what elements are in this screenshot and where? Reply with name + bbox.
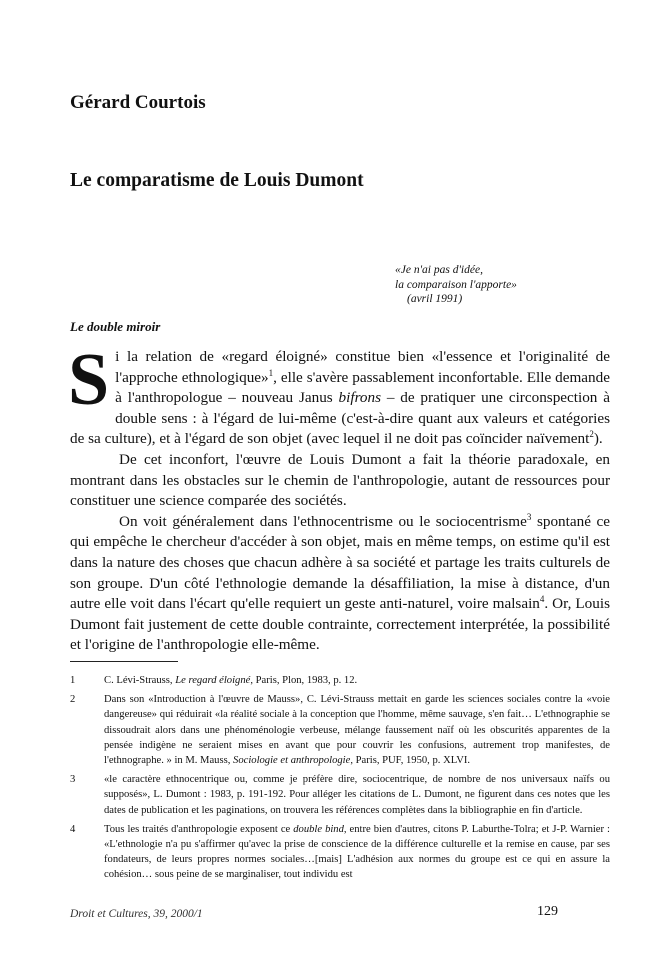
footnote-text: Tous les traités d'anthropologie exposent ce double bind, entre bien d'autres, citons P. Laburthe-Tolra; et J-P. Warnier : «L'ethnologie n'a pu s'affirmer qu'avec la prise de conscience de la différence culturelle et la remise en cause, par ses fondateurs, de leurs propres normes sociales…[mais] L'adhésion aux normes du groupe est ce qui en assure la cohésion… sous peine de se marginaliser, tout individu est: [104, 823, 610, 881]
footnote-ref[interactable]: 3: [526, 511, 532, 522]
paragraph: De cet inconfort, l'œuvre de Louis Dumont a fait la théorie paradoxale, en montrant dans les obstacles sur le chemin de l'anthropologie, autant de ressources pour constituer une science comparée des sociétés.: [70, 450, 610, 510]
paragraph-text: On voit généralement dans l'ethnocentrisme ou le sociocentrisme: [119, 512, 527, 530]
footnote-text: «le caractère ethnocentrique ou, comme je préfère dire, sociocentrique, de nombre de nos universaux naïfs ou supposés», L. Dumont : 1983, p. 191-192. Pour alléger les citations de L. Dumont, ne figurent dans ces notes que les dates de publication et les paginations, on trouvera les références complètes dans la bibliographie en fin d'article.: [104, 774, 610, 816]
footnote: [70, 822, 610, 883]
paragraph-text: spontané ce qui empêche le chercheur d'accéder à son objet, mais en même temps, on estime qu'il est dans la nature des choses que chacun adhère à sa société et partage les traits culturels de son groupe. D'un côté l'ethnologie demande la désaffiliation, la mise à distance, d'un autre elle voit dans l'écart qu'elle requiert un geste anti-naturel, voire malsain: [70, 512, 611, 613]
footnote-number: 3: [70, 774, 76, 786]
paragraph: [68, 339, 610, 450]
epigraph: [395, 263, 517, 307]
footnote-number: 2: [70, 694, 76, 706]
paragraph-text: – de pratiquer une circonspection à double sens : à l'égard de lui-même (c'est-à-dire quant aux valeurs et catégories de sa culture), et à l'égard de son objet (avec lequel il ne doit pas coïncider naïvement: [70, 389, 610, 448]
italic-term: bifrons: [338, 389, 382, 407]
footnote-text: C. Lévi-Strauss, Le regard éloigné, Paris, Plon, 1983, p. 12.: [104, 675, 358, 686]
journal-citation: Droit et Cultures, 39, 2000/1: [70, 908, 203, 920]
epigraph-line: la comparaison l'apporte»: [395, 278, 517, 291]
footnote-number: 1: [70, 675, 76, 686]
footnote-text: Dans son «Introduction à l'œuvre de Mauss», C. Lévi-Strauss mettait en garde les sciences sociales contre la «voie dangereuse» qui réduirait «la réalité sociale à la conception que l'homme, même sauvage, s'en fait… L'ethnographie se dissoudrait alors dans une phénoménologie verbeuse, mélange faussement naïf où les obscurités apparentes de la pensée indigène ne seraient mises en avant que pour couvrir les confusions, autrement trop manifestes, de l'ethnographe. » in M. Mauss, Sociologie et anthropologie, Paris, PUF, 1950, p. XLVI.: [104, 694, 610, 767]
footnote-ref[interactable]: 4: [539, 594, 545, 605]
footnote: [70, 772, 610, 818]
footnote-ref[interactable]: 2: [589, 429, 594, 440]
paragraph-text: , elle s'avère passablement inconfortable. Elle demande à l'anthropologue – nouveau Janus: [115, 368, 610, 407]
footnote: [70, 692, 610, 768]
epigraph-line: «Je n'ai pas d'idée,: [395, 264, 483, 276]
author-name: Gérard Courtois: [70, 92, 206, 113]
paragraph-text: . Or, Louis Dumont fait justement de cette double contrainte, correctement interprétée, la possibilité et l'origine de l'anthropologie elle-même.: [70, 595, 610, 654]
footnote-number: 4: [70, 823, 76, 835]
article-title: Le comparatisme de Louis Dumont: [70, 170, 364, 191]
footnotes: [70, 673, 610, 887]
footnote-divider: [70, 661, 178, 662]
drop-cap: S: [68, 339, 110, 421]
article-body: [68, 339, 611, 656]
footnote: [70, 673, 610, 688]
footnote-ref[interactable]: 1: [268, 367, 274, 378]
section-heading: Le double miroir: [70, 319, 161, 334]
paragraph-text: i la relation de «regard éloigné» constitue bien «l'essence et l'originalité de l'approche ethnologique»: [115, 348, 610, 386]
paragraph: [70, 512, 610, 656]
paragraph-text: ).: [593, 430, 603, 448]
epigraph-date: (avril 1991): [407, 293, 463, 305]
page-number: 129: [537, 904, 558, 919]
